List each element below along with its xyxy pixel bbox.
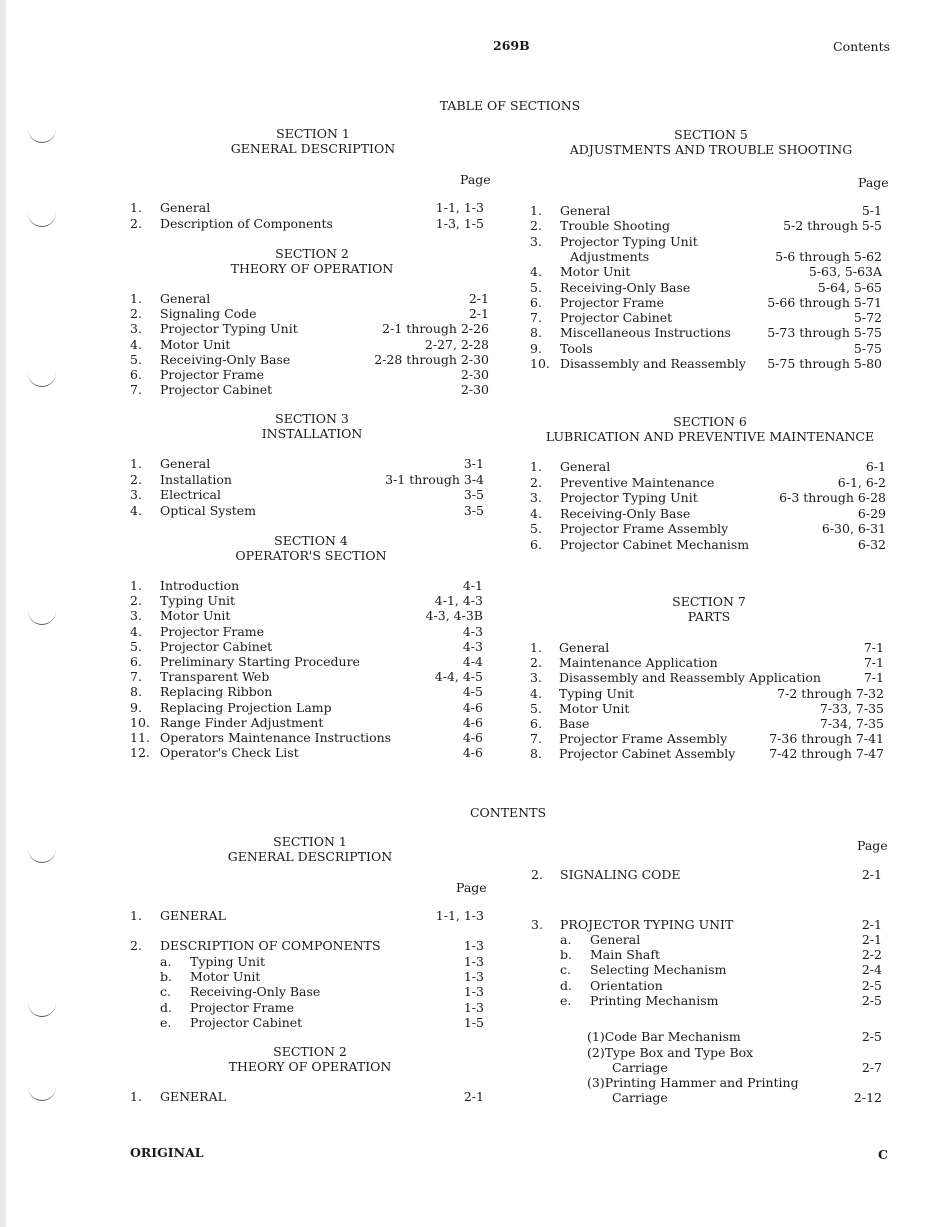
toc-row-page: 4-6	[462, 745, 483, 761]
page-column-label: Page	[857, 838, 888, 853]
toc-row-label: Electrical	[160, 487, 221, 502]
toc-row-number: 4.	[530, 505, 542, 521]
toc-row-page: 2-1	[468, 306, 489, 322]
section-title: LUBRICATION AND PREVENTIVE MAINTENANCE	[545, 429, 875, 444]
section-heading: SECTION 7	[672, 594, 746, 609]
toc-row-page: 4-1	[462, 578, 483, 593]
section-title: OPERATOR'S SECTION	[235, 548, 387, 563]
toc-row-label: Projector Cabinet	[160, 382, 273, 398]
contents-row-page: 1-3	[463, 938, 484, 953]
toc-row-number: 3.	[530, 233, 542, 249]
toc-row-label: General	[160, 456, 211, 471]
toc-row-number: 5.	[530, 521, 542, 536]
toc-row-label: Typing Unit	[559, 685, 635, 701]
toc-row-label: Trouble Shooting	[560, 218, 670, 234]
toc-row-label: General	[559, 640, 610, 655]
toc-row-label: Maintenance Application	[559, 655, 718, 671]
contents-subrow-page: 1-3	[463, 969, 484, 985]
contents-subsubrow-label-cont: Carriage	[612, 1060, 668, 1075]
table-title: TABLE OF SECTIONS	[439, 98, 581, 113]
toc-row-page: 4-6	[462, 714, 483, 730]
contents-subrow-label: Main Shaft	[590, 947, 660, 963]
doc-number: 269B	[493, 38, 530, 53]
section-title: GENERAL DESCRIPTION	[230, 141, 396, 156]
toc-row-label: Motor Unit	[160, 608, 231, 624]
toc-row-page: 5-72	[853, 310, 882, 326]
contents-subrow-letter: a.	[160, 954, 172, 969]
toc-row-number: 2.	[130, 306, 142, 322]
section-heading: SECTION 1	[276, 126, 350, 141]
toc-row-page: 4-1, 4-3	[434, 593, 483, 609]
contents-row-label: DESCRIPTION OF COMPONENTS	[160, 938, 381, 953]
contents-subrow-label: Printing Mechanism	[590, 992, 719, 1008]
section-heading: SECTION 4	[274, 533, 348, 548]
toc-row-page: 3-1	[463, 456, 484, 471]
toc-row-number: 5.	[130, 638, 142, 654]
section-title: PARTS	[687, 609, 731, 624]
contents-subrow-page: 2-4	[861, 962, 882, 978]
contents-subsubrow-page: 2-12	[853, 1090, 882, 1105]
binder-mark	[28, 212, 56, 227]
section-heading: SECTION 5	[674, 127, 748, 142]
contents-subrow-label: Motor Unit	[190, 969, 261, 985]
contents-row-page: 2-1	[861, 917, 882, 932]
toc-row-page: 3-5	[463, 502, 484, 518]
toc-row-label: Operators Maintenance Instructions	[160, 730, 392, 745]
toc-row-label: Projector Frame	[160, 367, 265, 382]
toc-row-page: 4-4, 4-5	[434, 669, 483, 685]
toc-row-page: 2-27, 2-28	[424, 336, 489, 352]
toc-row-label: General	[160, 291, 211, 306]
toc-row-number: 3.	[130, 321, 142, 337]
contents-subsubrow-label: (2)Type Box and Type Box	[587, 1045, 754, 1060]
toc-row-number: 3.	[530, 490, 542, 505]
toc-row-label: Miscellaneous Instructions	[560, 325, 731, 341]
contents-title: CONTENTS	[469, 805, 547, 820]
contents-subrow-page: 1-5	[463, 1014, 484, 1030]
toc-row-label: Installation	[160, 471, 232, 487]
toc-row-page: 1-3, 1-5	[435, 215, 484, 231]
toc-row-number: 6.	[530, 716, 542, 731]
toc-row-label: Projector Frame	[560, 294, 665, 310]
toc-row-label: Replacing Ribbon	[160, 684, 273, 700]
toc-row-number: 1.	[130, 456, 142, 471]
toc-row-label: Description of Components	[160, 215, 333, 231]
toc-row-page: 5-73 through 5-75	[767, 325, 882, 341]
toc-row-number: 1.	[530, 203, 542, 218]
toc-row-number: 7.	[530, 310, 542, 326]
contents-row-label: SIGNALING CODE	[560, 867, 681, 882]
contents-subrow-letter: a.	[560, 932, 572, 947]
toc-row-page: 4-6	[462, 730, 483, 745]
toc-row-label: Projector Cabinet	[160, 638, 273, 654]
toc-row-page: 4-6	[462, 699, 483, 715]
toc-row-number: 6.	[530, 536, 542, 552]
toc-row-page: 2-30	[460, 382, 489, 398]
toc-row-page: 5-75	[853, 340, 882, 356]
contents-subsubrow-label: (1)Code Bar Mechanism	[587, 1029, 741, 1044]
contents-row-label: GENERAL	[160, 908, 226, 923]
toc-row-number: 2.	[130, 215, 142, 231]
contents-subrow-label: Projector Cabinet	[190, 1014, 303, 1030]
section-title: THEORY OF OPERATION	[230, 261, 394, 276]
toc-row-label: Adjustments	[570, 248, 650, 264]
toc-row-label: Receiving-Only Base	[160, 351, 291, 367]
toc-row-number: 5.	[530, 700, 542, 716]
toc-row-label: Motor Unit	[560, 264, 631, 280]
page-column-label: Page	[456, 880, 487, 895]
footer-right: C	[878, 1147, 888, 1162]
toc-row-label: Projector Frame	[160, 623, 265, 639]
toc-row-number: 9.	[130, 699, 142, 715]
toc-row-number: 1.	[530, 459, 542, 474]
contents-subrow-page: 1-3	[463, 999, 484, 1015]
toc-row-page: 7-1	[863, 670, 884, 686]
contents-subrow-label: Selecting Mechanism	[590, 962, 727, 978]
contents-row-page: 2-1	[861, 867, 882, 882]
contents-row-number: 1.	[130, 908, 142, 923]
toc-row-number: 11.	[130, 730, 150, 745]
toc-row-page: 7-36 through 7-41	[769, 731, 884, 747]
contents-subsubrow-label: (3)Printing Hammer and Printing	[587, 1075, 799, 1090]
contents-subsubrow-page: 2-5	[861, 1029, 882, 1044]
toc-row-label: Projector Typing Unit	[560, 490, 698, 505]
toc-row-page: 5-1	[861, 203, 882, 218]
toc-row-number: 7.	[530, 731, 542, 747]
toc-row-page: 7-33, 7-35	[819, 700, 884, 716]
toc-row-label: Projector Typing Unit	[560, 233, 698, 249]
toc-row-number: 4.	[530, 685, 542, 701]
toc-row-number: 1.	[130, 200, 142, 215]
toc-row-label: Preliminary Starting Procedure	[160, 654, 360, 669]
toc-row-page: 6-30, 6-31	[821, 521, 886, 536]
toc-row-label: Introduction	[160, 578, 240, 593]
section-heading: SECTION 1	[273, 834, 347, 849]
contents-subrow-page: 2-1	[861, 932, 882, 947]
toc-row-number: 2.	[530, 474, 542, 490]
section-heading: SECTION 2	[275, 246, 349, 261]
toc-row-page: 6-3 through 6-28	[779, 490, 886, 505]
contents-subrow-letter: c.	[560, 962, 571, 978]
contents-row-page: 2-1	[463, 1089, 484, 1104]
toc-row-page: 6-1, 6-2	[837, 474, 886, 490]
toc-row-label: Replacing Projection Lamp	[160, 699, 332, 715]
binder-mark	[28, 848, 56, 863]
toc-row-number: 2.	[130, 593, 142, 609]
toc-row-number: 8.	[130, 684, 142, 700]
binder-mark	[28, 1086, 56, 1101]
contents-subrow-letter: e.	[560, 992, 572, 1008]
toc-row-number: 3.	[130, 608, 142, 624]
toc-row-label: Projector Cabinet	[560, 310, 673, 326]
toc-row-number: 1.	[130, 291, 142, 306]
toc-row-label: Tools	[560, 340, 593, 356]
toc-row-label: Motor Unit	[559, 700, 630, 716]
contents-row-number: 2.	[531, 867, 543, 882]
toc-row-number: 5.	[530, 279, 542, 295]
toc-row-label: Receiving-Only Base	[560, 505, 691, 521]
binder-mark	[28, 1002, 56, 1017]
contents-subsubrow-page: 2-7	[861, 1060, 882, 1075]
toc-row-number: 4.	[130, 336, 142, 352]
scan-edge	[0, 0, 6, 1227]
section-title: INSTALLATION	[261, 426, 363, 441]
toc-row-page: 3-1 through 3-4	[385, 471, 484, 487]
section-heading: SECTION 2	[273, 1044, 347, 1059]
page-column-label: Page	[460, 172, 491, 187]
section-title: ADJUSTMENTS AND TROUBLE SHOOTING	[569, 142, 853, 157]
toc-row-label: Range Finder Adjustment	[160, 714, 324, 730]
toc-row-label: Motor Unit	[160, 336, 231, 352]
toc-row-label: Projector Typing Unit	[160, 321, 298, 337]
toc-row-label: Preventive Maintenance	[560, 474, 715, 490]
toc-row-label: Projector Frame Assembly	[560, 521, 729, 536]
contents-subrow-letter: b.	[560, 947, 572, 963]
toc-row-number: 7.	[130, 382, 142, 398]
toc-row-page: 7-1	[863, 640, 884, 655]
toc-row-page: 4-4	[462, 654, 483, 669]
contents-subrow-label: General	[590, 932, 641, 947]
toc-row-number: 10.	[130, 714, 150, 730]
toc-row-number: 8.	[530, 325, 542, 341]
toc-row-page: 6-29	[857, 505, 886, 521]
contents-subrow-page: 1-3	[463, 954, 484, 969]
section-title: THEORY OF OPERATION	[228, 1059, 392, 1074]
section-name: Contents	[833, 39, 891, 54]
toc-row-number: 2.	[130, 471, 142, 487]
contents-subrow-page: 2-5	[861, 992, 882, 1008]
contents-subrow-label: Receiving-Only Base	[190, 984, 321, 1000]
toc-row-number: 2.	[530, 218, 542, 234]
toc-row-page: 7-34, 7-35	[819, 716, 884, 731]
toc-row-label: Projector Cabinet Mechanism	[560, 536, 750, 552]
toc-row-page: 7-2 through 7-32	[777, 685, 884, 701]
toc-row-label: General	[560, 459, 611, 474]
toc-row-label: Projector Cabinet Assembly	[559, 746, 736, 762]
toc-row-number: 8.	[530, 746, 542, 762]
toc-row-page: 5-64, 5-65	[817, 279, 882, 295]
toc-row-page: 7-42 through 7-47	[769, 746, 884, 762]
toc-row-number: 10.	[530, 356, 550, 371]
toc-row-page: 5-63, 5-63A	[808, 264, 882, 280]
toc-row-label: Base	[559, 716, 590, 731]
toc-row-page: 4-5	[462, 684, 483, 700]
toc-row-number: 4.	[530, 264, 542, 280]
contents-row-label: GENERAL	[160, 1089, 226, 1104]
contents-row-number: 3.	[531, 917, 543, 932]
toc-row-page: 4-3	[462, 623, 483, 639]
toc-row-number: 5.	[130, 351, 142, 367]
toc-row-page: 7-1	[863, 655, 884, 671]
toc-row-label: Transparent Web	[160, 669, 270, 685]
page-column-label: Page	[858, 175, 889, 190]
toc-row-number: 6.	[130, 367, 142, 382]
toc-row-label: Operator's Check List	[160, 745, 299, 761]
toc-row-number: 4.	[130, 502, 142, 518]
toc-row-label: Disassembly and Reassembly Application	[559, 670, 821, 686]
contents-row-number: 1.	[130, 1089, 142, 1104]
toc-row-number: 4.	[130, 623, 142, 639]
toc-row-label: Disassembly and Reassembly	[560, 356, 746, 371]
binder-mark	[28, 610, 56, 625]
toc-row-label: Signaling Code	[160, 306, 257, 322]
contents-subrow-label: Typing Unit	[190, 954, 266, 969]
toc-row-number: 6.	[530, 294, 542, 310]
contents-row-number: 2.	[130, 938, 142, 953]
toc-row-label: Receiving-Only Base	[560, 279, 691, 295]
toc-row-page: 2-1 through 2-26	[382, 321, 489, 337]
contents-subrow-page: 1-3	[463, 984, 484, 1000]
contents-subrow-letter: c.	[160, 984, 171, 1000]
contents-subsubrow-label-cont: Carriage	[612, 1090, 668, 1105]
toc-row-page: 5-75 through 5-80	[767, 356, 882, 371]
toc-row-page: 6-32	[857, 536, 886, 552]
toc-row-page: 5-6 through 5-62	[775, 248, 882, 264]
toc-row-page: 6-1	[865, 459, 886, 474]
contents-subrow-page: 2-2	[861, 947, 882, 963]
toc-row-page: 4-3, 4-3B	[425, 608, 483, 624]
toc-row-page: 2-30	[460, 367, 489, 382]
toc-row-label: Optical System	[160, 502, 257, 518]
contents-subrow-letter: d.	[560, 977, 572, 993]
contents-subrow-letter: b.	[160, 969, 172, 985]
contents-subrow-page: 2-5	[861, 977, 882, 993]
toc-row-number: 9.	[530, 340, 542, 356]
contents-row-label: PROJECTOR TYPING UNIT	[560, 917, 734, 932]
section-heading: SECTION 6	[673, 414, 747, 429]
contents-row-page: 1-1, 1-3	[435, 908, 484, 923]
toc-row-number: 7.	[130, 669, 142, 685]
toc-row-page: 5-2 through 5-5	[783, 218, 882, 234]
toc-row-page: 1-1, 1-3	[435, 200, 484, 215]
contents-subrow-label: Orientation	[590, 977, 663, 993]
toc-row-label: General	[560, 203, 611, 218]
contents-subrow-letter: d.	[160, 999, 172, 1015]
toc-row-label: General	[160, 200, 211, 215]
toc-row-number: 12.	[130, 745, 150, 761]
toc-row-page: 3-5	[463, 487, 484, 502]
toc-row-page: 2-1	[468, 291, 489, 306]
binder-mark	[28, 372, 56, 387]
section-title: GENERAL DESCRIPTION	[227, 849, 393, 864]
toc-row-page: 5-66 through 5-71	[767, 294, 882, 310]
toc-row-page: 2-28 through 2-30	[374, 351, 489, 367]
toc-row-number: 6.	[130, 654, 142, 669]
toc-row-number: 3.	[530, 670, 542, 686]
toc-row-label: Typing Unit	[160, 593, 236, 609]
contents-subrow-label: Projector Frame	[190, 999, 295, 1015]
binder-mark	[28, 128, 56, 143]
toc-row-number: 2.	[530, 655, 542, 671]
section-heading: SECTION 3	[275, 411, 349, 426]
toc-row-label: Projector Frame Assembly	[559, 731, 728, 747]
toc-row-number: 1.	[130, 578, 142, 593]
toc-row-number: 3.	[130, 487, 142, 502]
toc-row-number: 1.	[530, 640, 542, 655]
contents-subrow-letter: e.	[160, 1014, 172, 1030]
toc-row-page: 4-3	[462, 638, 483, 654]
footer-left: ORIGINAL	[130, 1145, 204, 1160]
